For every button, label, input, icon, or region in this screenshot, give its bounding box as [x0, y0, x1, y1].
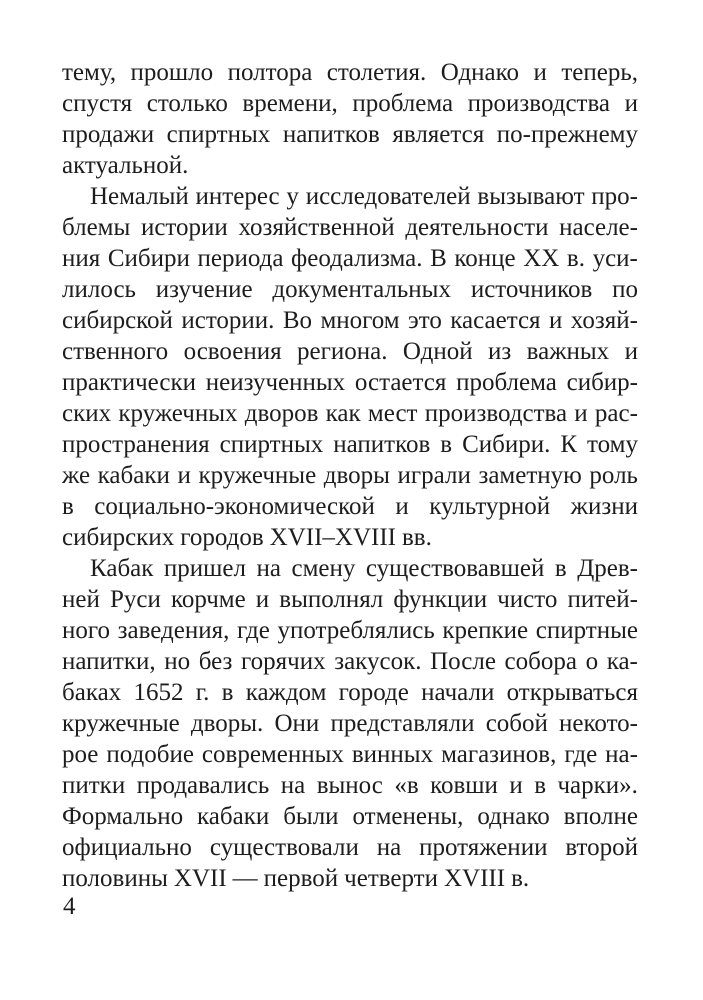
- word: и: [624, 90, 638, 117]
- word: продажи: [62, 121, 155, 148]
- word: Во: [282, 307, 313, 334]
- word: сибирских: [62, 524, 175, 551]
- word: отменены,: [352, 803, 464, 830]
- word: ния: [62, 245, 101, 272]
- word: ка-: [606, 648, 638, 675]
- word: заметную: [478, 462, 582, 489]
- word: проблема: [456, 369, 557, 396]
- text-line: [62, 398, 638, 429]
- word: и: [255, 586, 270, 613]
- word: продавались: [136, 772, 270, 799]
- word: на: [376, 834, 402, 861]
- word: ских: [62, 400, 112, 427]
- word: Сибири: [107, 245, 190, 272]
- word: питей-: [567, 586, 638, 613]
- word: в: [554, 555, 567, 582]
- word: интерес: [195, 183, 280, 210]
- word: и: [395, 493, 409, 520]
- word: социально-экономической: [94, 493, 375, 520]
- word: без: [198, 648, 233, 675]
- word: винных: [351, 741, 434, 768]
- word: напитков: [333, 431, 431, 458]
- word: магазинов,: [441, 741, 557, 768]
- word: напитков: [282, 121, 380, 148]
- word: по-прежнему: [496, 121, 638, 148]
- word: «в: [394, 772, 419, 799]
- word: сибирской: [62, 307, 173, 334]
- word: XVII: [173, 865, 227, 892]
- word: мест: [367, 400, 418, 427]
- word: производства: [467, 90, 611, 117]
- word: употреблялись: [277, 617, 435, 644]
- word: но: [164, 648, 191, 675]
- word: XVIII: [443, 865, 506, 892]
- word: про-: [591, 183, 638, 210]
- word: о: [585, 648, 599, 675]
- word: начали: [421, 679, 495, 706]
- word: официально: [62, 834, 192, 861]
- word: на-: [605, 741, 638, 768]
- word: проблема: [352, 90, 454, 117]
- word: играли: [397, 462, 471, 489]
- word: столько: [146, 90, 228, 117]
- word: корчме: [170, 586, 246, 613]
- word: как: [325, 400, 361, 427]
- word: спустя: [62, 90, 133, 117]
- text-line: [62, 460, 638, 491]
- text-line: [62, 491, 638, 522]
- word: Формально: [62, 803, 184, 830]
- word: практически: [62, 369, 197, 396]
- word: подобие: [106, 741, 194, 768]
- word: спиртных: [219, 431, 324, 458]
- word: у: [286, 183, 299, 210]
- word: кабаки: [197, 803, 270, 830]
- text-line: [62, 739, 638, 770]
- text-line: [62, 274, 638, 305]
- text-line: [62, 708, 638, 739]
- word: это: [408, 307, 442, 334]
- word: культурной: [429, 493, 551, 520]
- word: кружечные: [198, 462, 317, 489]
- word: вызывают: [477, 183, 585, 210]
- word: сибир-: [566, 369, 638, 396]
- word: кабаки: [97, 462, 170, 489]
- word: половины: [62, 865, 168, 892]
- word: Руси: [109, 586, 161, 613]
- word: и: [177, 462, 191, 489]
- word: в: [534, 772, 547, 799]
- page-text: [62, 57, 638, 894]
- word: лилось: [62, 276, 136, 303]
- text-line: [62, 522, 638, 553]
- text-line: [62, 88, 638, 119]
- page-number: 4: [63, 893, 76, 920]
- word: собой: [485, 710, 548, 737]
- word: городов: [180, 524, 264, 551]
- word: феодализма.: [291, 245, 423, 272]
- text-line: [62, 150, 638, 181]
- word: блемы: [62, 214, 131, 241]
- word: Немалый: [90, 183, 189, 210]
- word: хозяй-: [570, 307, 638, 334]
- word: пришел: [163, 555, 246, 582]
- word: по: [612, 276, 638, 303]
- word: хозяйственной: [238, 214, 395, 241]
- word: однако: [477, 803, 550, 830]
- word: производства: [424, 400, 568, 427]
- word: и: [574, 400, 588, 427]
- word: вынос: [316, 772, 383, 799]
- text-line: [62, 832, 638, 863]
- word: функции: [393, 586, 488, 613]
- word: важных: [526, 338, 610, 365]
- word: вполне: [563, 803, 638, 830]
- word: Одной: [402, 338, 473, 365]
- word: баках: [62, 679, 122, 706]
- word: открываться: [506, 679, 638, 706]
- word: рас-: [594, 400, 638, 427]
- word: где: [564, 741, 598, 768]
- word: тому: [587, 431, 638, 458]
- word: ного: [62, 617, 111, 644]
- word: освоения: [183, 338, 282, 365]
- text-line: [62, 553, 638, 584]
- word: конце: [454, 245, 516, 272]
- word: где: [236, 617, 270, 644]
- word: в: [62, 493, 74, 520]
- text-line: [62, 119, 638, 150]
- word: четверти: [344, 865, 438, 892]
- word: пространения: [62, 431, 210, 458]
- word: XX: [523, 245, 560, 272]
- word: смену: [291, 555, 356, 582]
- word: из: [487, 338, 512, 365]
- word: дворов: [244, 400, 319, 427]
- word: Кабак: [90, 555, 154, 582]
- word: г.: [195, 679, 210, 706]
- word: представляли: [330, 710, 475, 737]
- word: и: [548, 307, 563, 334]
- word: выполнял: [279, 586, 384, 613]
- word: каждом: [245, 679, 327, 706]
- word: чарки».: [557, 772, 638, 799]
- word: закусок.: [334, 648, 422, 675]
- text-line: [62, 429, 638, 460]
- text-line: [62, 57, 638, 88]
- word: теперь,: [561, 59, 638, 86]
- word: в: [440, 431, 453, 458]
- word: населе-: [559, 214, 638, 241]
- word: спиртные: [535, 617, 638, 644]
- word: ственного: [62, 338, 169, 365]
- word: рое: [62, 741, 99, 768]
- word: изучение: [155, 276, 253, 303]
- word: Древ-: [577, 555, 638, 582]
- word: горячих: [241, 648, 326, 675]
- word: существовавшей: [365, 555, 545, 582]
- word: касается: [450, 307, 541, 334]
- word: истории: [140, 214, 228, 241]
- text-line: [62, 770, 638, 801]
- word: роль: [589, 462, 638, 489]
- word: тему,: [62, 59, 117, 86]
- word: в: [221, 679, 234, 706]
- word: источников: [470, 276, 593, 303]
- word: питки: [62, 772, 126, 799]
- word: жизни: [570, 493, 638, 520]
- word: и: [533, 59, 547, 86]
- word: неизученных: [205, 369, 346, 396]
- word: актуальной.: [62, 152, 189, 179]
- word: К: [560, 431, 578, 458]
- word: многом: [320, 307, 400, 334]
- word: чисто: [497, 586, 558, 613]
- word: истории.: [181, 307, 275, 334]
- word: первой: [263, 865, 339, 892]
- text-line: [62, 336, 638, 367]
- word: полтора: [227, 59, 313, 86]
- text-line: [62, 243, 638, 274]
- word: спиртных: [166, 121, 271, 148]
- text-line: [62, 677, 638, 708]
- word: Сибири.: [462, 431, 551, 458]
- word: столетия.: [326, 59, 427, 86]
- word: современных: [201, 741, 344, 768]
- word: заведения,: [117, 617, 230, 644]
- word: региона.: [297, 338, 388, 365]
- word: дворы.: [190, 710, 264, 737]
- word: XVII–XVIII: [269, 524, 396, 551]
- word: прошло: [130, 59, 214, 86]
- text-line: [62, 801, 638, 832]
- word: деятельности: [405, 214, 549, 241]
- word: и: [509, 772, 523, 799]
- word: были: [283, 803, 339, 830]
- text-line: [62, 181, 638, 212]
- word: крепкие: [442, 617, 529, 644]
- word: вв.: [401, 524, 432, 551]
- text-line: [62, 863, 638, 894]
- text-line: [62, 646, 638, 677]
- word: Однако: [440, 59, 520, 86]
- word: кружечные: [62, 710, 180, 737]
- text-line: [62, 305, 638, 336]
- word: и: [624, 338, 638, 365]
- word: является: [392, 121, 485, 148]
- word: дворы: [323, 462, 390, 489]
- word: городе: [338, 679, 409, 706]
- word: собора: [504, 648, 577, 675]
- word: документальных: [272, 276, 451, 303]
- text-line: [62, 367, 638, 398]
- text-line: [62, 212, 638, 243]
- word: ней: [62, 586, 100, 613]
- word: некото-: [559, 710, 638, 737]
- word: —: [232, 865, 258, 892]
- word: протяжении: [419, 834, 548, 861]
- word: После: [430, 648, 496, 675]
- word: второй: [565, 834, 638, 861]
- word: В: [430, 245, 447, 272]
- word: 1652: [133, 679, 184, 706]
- word: времени,: [242, 90, 338, 117]
- word: остается: [354, 369, 447, 396]
- word: кружечных: [118, 400, 238, 427]
- word: существовали: [209, 834, 359, 861]
- word: ковши: [430, 772, 498, 799]
- word: в.: [511, 865, 530, 892]
- word: же: [62, 462, 91, 489]
- word: на: [256, 555, 281, 582]
- word: в.: [566, 245, 585, 272]
- word: на: [280, 772, 306, 799]
- word: уси-: [592, 245, 638, 272]
- text-line: [62, 615, 638, 646]
- word: исследователей: [305, 183, 471, 210]
- word: периода: [197, 245, 284, 272]
- word: Они: [274, 710, 320, 737]
- word: напитки,: [62, 648, 156, 675]
- text-line: [62, 584, 638, 615]
